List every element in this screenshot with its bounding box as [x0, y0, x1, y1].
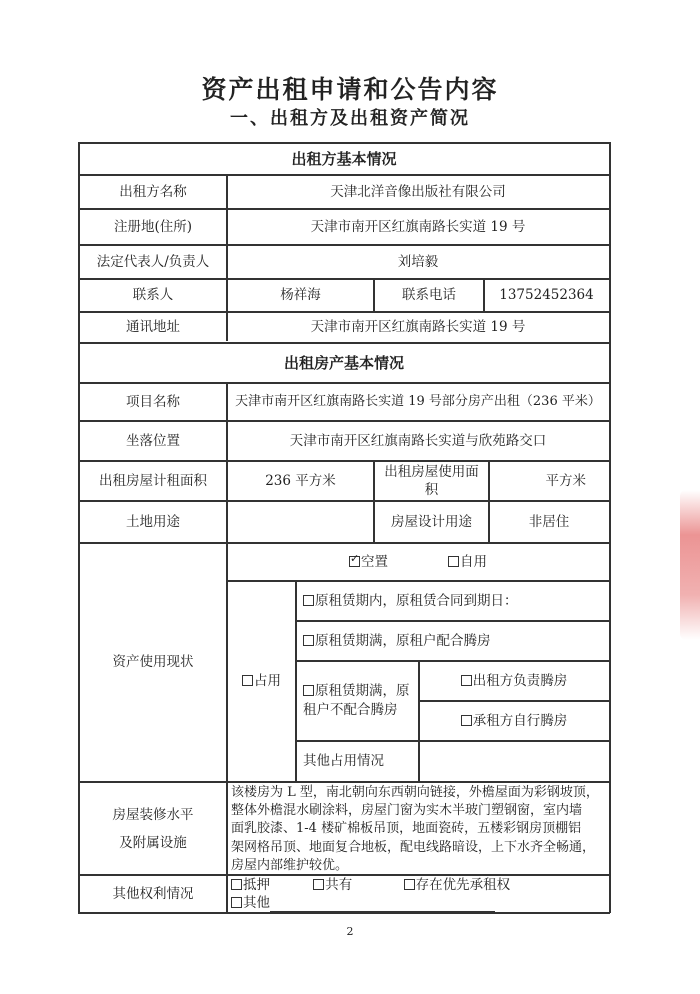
vacancy-row	[228, 544, 608, 580]
location-value: 天津市南开区红旗南路长实道与欣苑路交口	[289, 432, 547, 449]
checkbox-icon	[303, 595, 314, 606]
occupied-option[interactable]: 占用	[228, 582, 295, 781]
section-header-lessor: 出租方基本情况	[291, 149, 397, 168]
lessor-name-label: 出租方名称	[119, 183, 187, 200]
page-title: 资产出租申请和公告内容	[201, 75, 499, 104]
section-subtitle: 一、出租方及出租资产简况	[230, 108, 470, 129]
rent-area-label: 出租房屋计租面积	[99, 472, 207, 489]
vacant-option[interactable]: ✓空置	[349, 553, 388, 571]
decoration-label: 房屋装修水平 及附属设施	[112, 806, 194, 851]
use-area-value: 平方米	[545, 472, 586, 489]
expired-cooperate-option[interactable]: 原租赁期满，原租户配合腾房	[297, 622, 608, 660]
lessor-name-value: 天津北洋音像出版社有限公司	[330, 183, 506, 200]
joint-option[interactable]: 共有	[313, 876, 399, 894]
within-term-option[interactable]: 原租赁期内，原租赁合同到期日：	[297, 582, 608, 620]
expired-not-cooperate-option[interactable]: 原租赁期满，原租户不配合腾房	[303, 683, 410, 718]
checkbox-icon	[231, 879, 242, 890]
other-right-blank[interactable]	[270, 899, 495, 912]
land-use-label: 土地用途	[126, 513, 180, 530]
usage-status-label: 资产使用现状	[112, 654, 194, 671]
design-use-value: 非居住	[528, 513, 570, 530]
other-rights-label: 其他权利情况	[112, 885, 194, 902]
other-rights-options	[231, 876, 607, 912]
location-label: 坐落位置	[126, 432, 180, 449]
project-name-value: 天津市南开区红旗南路长实道 19 号部分房产出租（236 平米）	[235, 394, 601, 410]
checked-box-icon	[349, 556, 360, 567]
other-occupancy-value[interactable]	[420, 742, 608, 781]
checkbox-icon	[313, 879, 324, 890]
decoration-description: 该楼房为 L 型，南北朝向东西朝向链接，外檐屋面为彩钢坡顶， 整体外檐混水刷涂料，房屋门窗为实木半玻门塑钢窗，室内墙 面乳胶漆、1-4 楼矿棉板吊顶，地面瓷砖，五楼彩钢房顶棚铝 架网格吊顶、地面复合地板，配电线路暗设，上下水齐全畅通， 房屋内部维护较优。	[231, 785, 599, 873]
phone-value: 13752452364	[499, 287, 594, 304]
checkbox-icon	[461, 675, 472, 686]
project-name-label: 项目名称	[126, 393, 180, 410]
mailing-address-label: 通讯地址	[126, 319, 180, 336]
preemptive-option[interactable]: 存在优先承租权	[404, 877, 511, 893]
lessee-vacate-option[interactable]: 承租方自行腾房	[420, 702, 608, 740]
checkbox-icon	[242, 675, 253, 686]
registered-address-value: 天津市南开区红旗南路长实道 19 号	[310, 218, 526, 235]
page-number: 2	[346, 925, 354, 938]
legal-rep-label: 法定代表人/负责人	[96, 253, 210, 270]
lessor-vacate-option[interactable]: 出租方负责腾房	[420, 662, 608, 700]
checkbox-icon	[404, 879, 415, 890]
checkbox-icon	[303, 635, 314, 646]
design-use-label: 房屋设计用途	[391, 513, 472, 530]
checkbox-icon	[303, 685, 314, 696]
red-seal-stamp	[680, 490, 700, 640]
checkbox-icon	[461, 715, 472, 726]
other-right-option[interactable]: 其他	[231, 895, 270, 911]
mailing-address-value: 天津市南开区红旗南路长实道 19 号	[310, 319, 526, 336]
checkbox-icon	[231, 897, 242, 908]
contact-value: 杨祥海	[280, 287, 321, 304]
use-area-label: 出租房屋使用面积	[384, 463, 479, 498]
section-header-property: 出租房产基本情况	[283, 353, 404, 372]
rent-area-value: 236 平方米	[265, 472, 336, 489]
mortgage-option[interactable]: 抵押	[231, 876, 309, 894]
land-use-value	[228, 502, 373, 542]
contact-label: 联系人	[132, 287, 174, 304]
self-use-option[interactable]: 自用	[448, 553, 487, 571]
legal-rep-value: 刘培毅	[397, 253, 439, 270]
other-occupancy-label: 其他占用情况	[303, 753, 384, 770]
registered-address-label: 注册地(住所)	[113, 218, 193, 235]
checkbox-icon	[448, 556, 459, 567]
phone-label: 联系电话	[402, 287, 456, 304]
